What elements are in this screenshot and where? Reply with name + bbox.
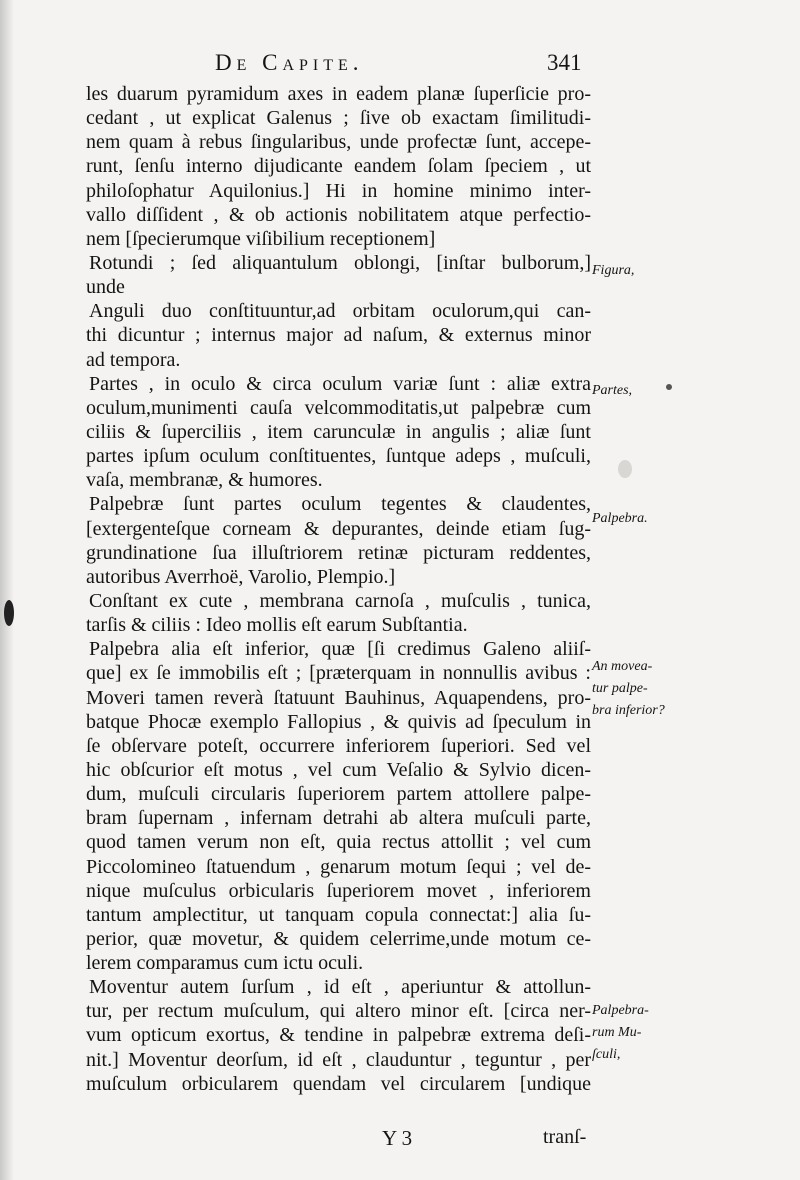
text-line: batque Phocæ exemplo Fallopius , & quivis ad ſpeculum in — [86, 710, 591, 733]
ink-blot — [4, 600, 14, 626]
text-line: hic obſcurior eſt motus , vel cum Veſalio & Sylvio dicen- — [86, 758, 591, 781]
text-line: oculum,munimenti cauſa velcommoditatis,ut palpebræ cum — [86, 396, 591, 419]
margin-note-partes: Partes, — [592, 383, 633, 398]
margin-note-palpebrarum: Palpebra- — [592, 1003, 649, 1018]
text-line: Piccolomineo ſtatuendum , genarum motum ſequi ; vel de- — [86, 855, 591, 878]
text-line: tantum amplectitur, ut tanquam copula connectat:] alia ſu- — [86, 903, 591, 926]
text-line: dum, muſculi circularis ſuperiorem partem attollere palpe- — [86, 783, 591, 806]
page-footer — [0, 1126, 800, 1156]
text-line: les duarum pyramidum axes in eadem planæ ſuperſicie pro- — [86, 83, 591, 105]
text-line: autoribus Averrhoë, Varolio, Plempio.] — [86, 565, 396, 588]
margin-note-tur-palpe: tur palpe- — [592, 681, 648, 696]
text-line: philoſophatur Aquilonius.] Hi in homine minimo inter- — [86, 179, 591, 202]
text-line: nem [ſpecierumque viſibilium receptionem] — [86, 227, 436, 250]
text-line: vaſa, membranæ, & humores. — [86, 469, 323, 492]
margin-note-sculi: ſculi, — [592, 1047, 621, 1062]
text-line: [extergenteſque corneam & depurantes, deinde etiam ſug- — [86, 517, 591, 540]
text-line: que] ex ſe immobilis eſt ; [præterquam in nonnullis avibus : — [86, 662, 591, 685]
signature-mark: Y 3 — [382, 1126, 413, 1150]
text-line: muſculum orbicularem quendam vel circularem [undique — [86, 1072, 591, 1095]
text-line: Palpebra alia eſt inferior, quæ [ſi credimus Galeno aliiſ- — [89, 638, 591, 661]
text-line: Moveri tamen reverà ſtatuunt Bauhinus, Aquapendens, pro- — [86, 686, 591, 709]
text-line: Anguli duo conſtituuntur,ad orbitam oculorum,qui can- — [89, 300, 591, 323]
text-line: Rotundi ; ſed aliquantulum oblongi, [inſtar bulborum,] — [89, 251, 591, 274]
margin-note-palpebra: Palpebra. — [592, 511, 648, 526]
text-line: ad tempora. — [86, 348, 181, 371]
margin-note-bra-inferior: bra inferior? — [592, 703, 665, 718]
paper-stain — [618, 460, 632, 478]
text-line: runt, ſenſu interno dijudicante eandem ſolam ſpeciem , ut — [86, 155, 591, 178]
text-line: Conſtant ex cute , membrana carnoſa , muſculis , tunica, — [89, 589, 591, 612]
text-line: ciliis & ſuperciliis , item carunculæ in angulis ; aliæ ſunt — [86, 420, 591, 443]
text-line: Partes , in oculo & circa oculum variæ ſunt : aliæ extra — [89, 372, 591, 395]
margin-note-an-moveatur: An movea- — [592, 659, 653, 674]
running-title: De Capite. — [215, 50, 364, 75]
text-line: vallo diſſident , & ob actionis nobilitatem atque perfectio- — [86, 203, 591, 226]
ink-speck — [666, 384, 672, 390]
text-line: perior, quæ movetur, & quidem celerrime,unde motum ce- — [86, 927, 591, 950]
text-line: tarſis & ciliis : Ideo mollis eſt earum Subſtantia. — [86, 614, 468, 637]
page-number: 341 — [547, 50, 582, 75]
text-line: lerem comparamus cum ictu oculi. — [86, 952, 364, 975]
text-line: thi dicuntur ; internus major ad naſum, & externus minor — [86, 324, 591, 347]
text-line: unde — [86, 276, 125, 299]
text-line: bram ſupernam , infernam detrahi ab altera muſculi parte, — [86, 807, 591, 830]
text-line: Moventur autem ſurſum , id eſt , aperiuntur & attollun- — [89, 976, 591, 999]
margin-note-rum-mu: rum Mu- — [592, 1025, 642, 1040]
text-line: tur, per rectum muſculum, qui altero minor eſt. [circa ner- — [86, 1000, 591, 1023]
text-line: nem quam à rebus ſingularibus, unde profectæ ſunt, accepe- — [86, 131, 591, 154]
text-line: nit.] Moventur deorſum, id eſt , clauduntur , teguntur , per — [86, 1048, 591, 1071]
text-line: quod tamen verum non eſt, quia rectus attollit ; vel cum — [86, 831, 591, 854]
text-line: nique muſculus orbicularis ſuperiorem movet , inferiorem — [86, 879, 591, 902]
text-line: ſe obſervare poteſt, occurrere inferiorem ſuperiori. Sed vel — [86, 734, 591, 757]
text-line: partes ipſum oculum conſtituentes, ſuntque adeps , muſculi, — [86, 445, 591, 468]
catchword: tranſ- — [543, 1126, 587, 1148]
text-line: Palpebræ ſunt partes oculum tegentes & claudentes, — [89, 493, 591, 516]
margin-note-figura: Figura, — [592, 263, 635, 278]
text-line: grundinatione ſua illuſtriorem retinæ picturam reddentes, — [86, 541, 591, 564]
page-edge-shadow — [0, 0, 14, 1180]
text-line: cedant , ut explicat Galenus ; ſive ob exactam ſimilitudi- — [86, 107, 591, 130]
text-line: vum opticum exortus, & tendine in palpebræ extrema deſi- — [86, 1024, 591, 1047]
body-text — [86, 82, 591, 1096]
running-head — [0, 50, 800, 80]
